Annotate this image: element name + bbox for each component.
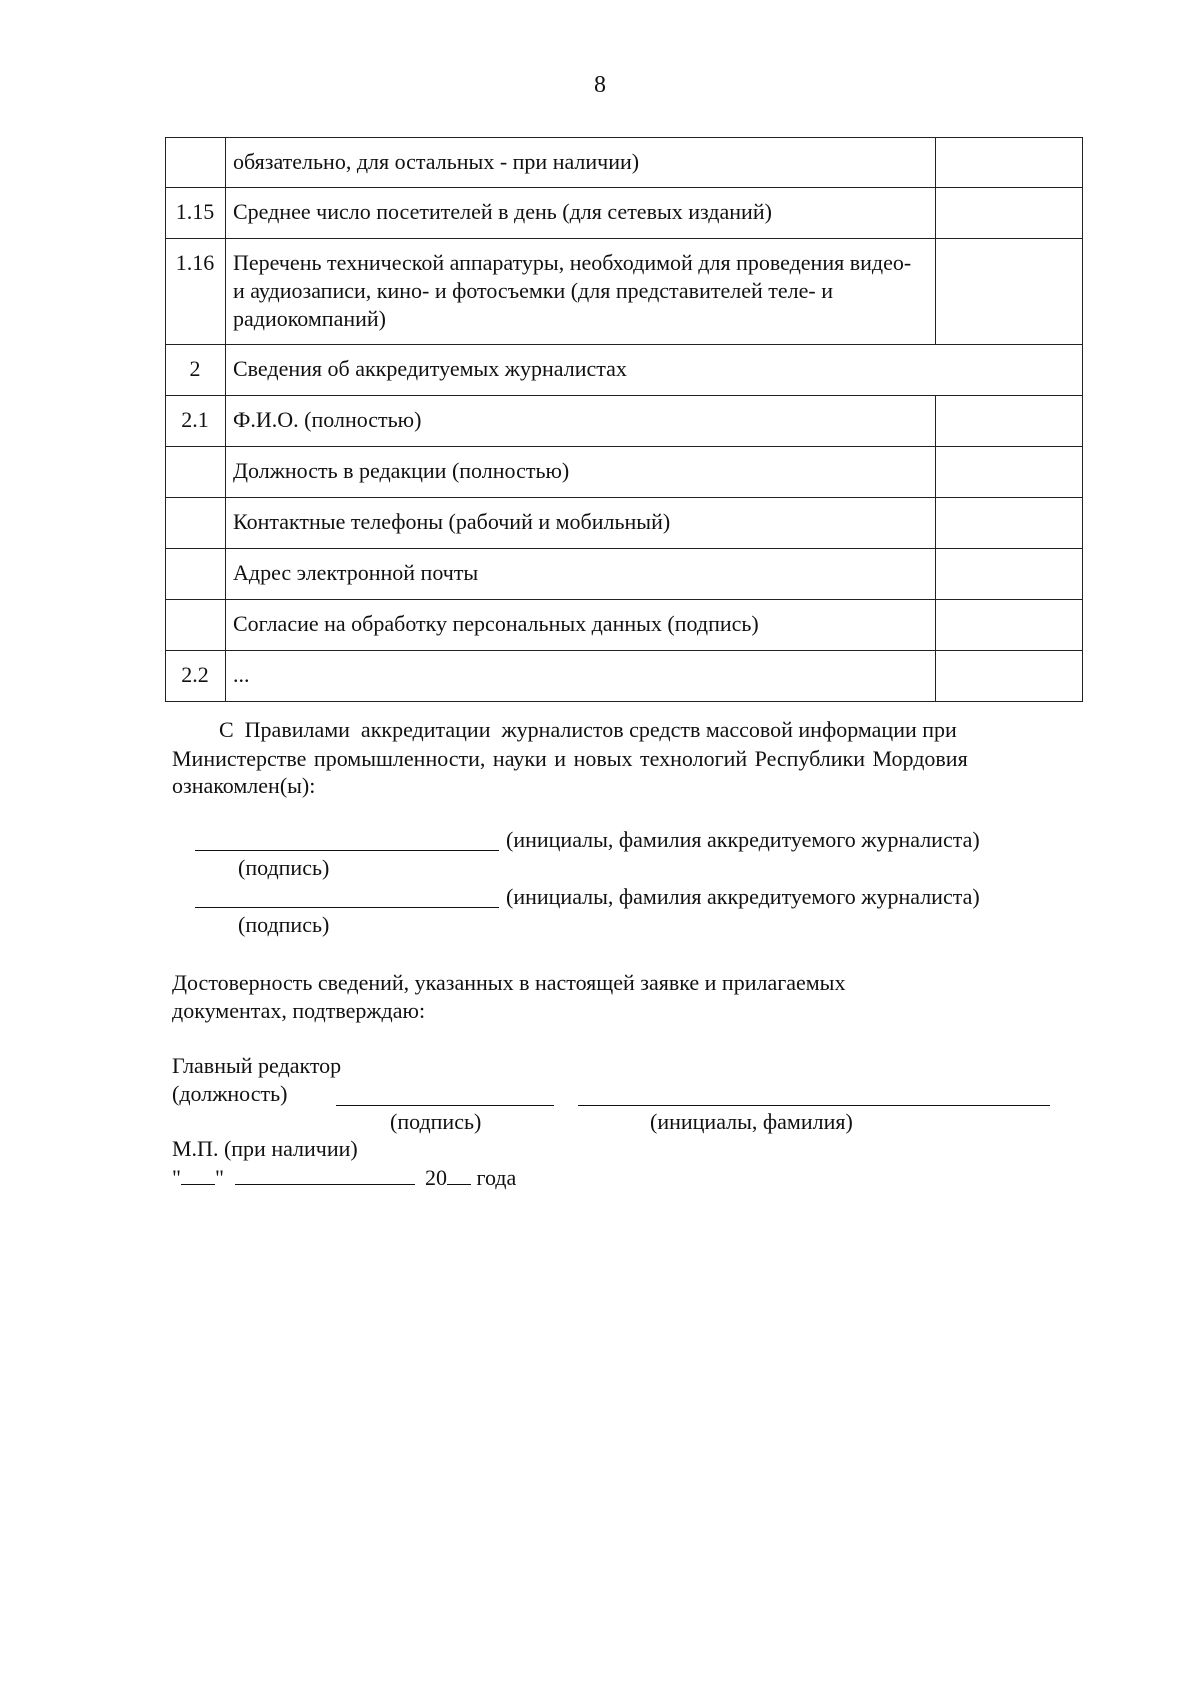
row-value-cell[interactable]: [936, 549, 1083, 600]
row-number: [166, 498, 226, 549]
editor-name-line[interactable]: [578, 1085, 1050, 1106]
row-number: [166, 600, 226, 651]
journalist-name-label: (инициалы, фамилия аккредитуемого журналиста): [506, 884, 980, 909]
row-label: Контактные телефоны (рабочий и мобильный): [226, 498, 936, 549]
table-row: [166, 188, 1083, 239]
signature-line[interactable]: [195, 830, 499, 851]
table-row: [166, 447, 1083, 498]
editor-title: Главный редактор: [172, 1053, 342, 1078]
row-value-cell[interactable]: [936, 600, 1083, 651]
row-value-cell[interactable]: [936, 396, 1083, 447]
table-row: [166, 600, 1083, 651]
row-label: ...: [226, 651, 936, 702]
acknowledgement-line-2: Министерстве промышленности, науки и новых технологий Республики Мордовия: [172, 746, 968, 771]
row-number: [166, 447, 226, 498]
month-field[interactable]: [235, 1164, 415, 1185]
row-value-cell[interactable]: [936, 239, 1083, 345]
row-label: Должность в редакции (полностью): [226, 447, 936, 498]
year-prefix: 20: [424, 1165, 447, 1190]
year-field[interactable]: [447, 1164, 471, 1185]
journalist-name-label: (инициалы, фамилия аккредитуемого журналиста): [506, 827, 980, 852]
table-row: [166, 138, 1083, 188]
table-row: [166, 239, 1083, 345]
acknowledgement-line-3: ознакомлен(ы):: [172, 773, 316, 798]
table-row: [166, 396, 1083, 447]
row-number: 1.16: [166, 239, 226, 345]
year-suffix: года: [476, 1165, 517, 1190]
row-label: обязательно, для остальных - при наличии): [226, 138, 936, 188]
acknowledgement-line-1: С Правилами аккредитации журналистов средств массовой информации при: [219, 717, 957, 742]
signature-line[interactable]: [195, 887, 499, 908]
row-label: Адрес электронной почты: [226, 549, 936, 600]
day-field[interactable]: [181, 1164, 215, 1185]
editor-name-label: (инициалы, фамилия): [650, 1109, 853, 1134]
editor-signature-label: (подпись): [390, 1109, 482, 1134]
table-row: [166, 549, 1083, 600]
date-line: [172, 1164, 516, 1191]
row-value-cell[interactable]: [936, 651, 1083, 702]
row-value-cell[interactable]: [936, 188, 1083, 239]
row-label: Ф.И.О. (полностью): [226, 396, 936, 447]
row-number: 2: [166, 345, 226, 396]
row-number: [166, 138, 226, 188]
date-quote-open: ": [172, 1165, 181, 1190]
section-heading: Сведения об аккредитуемых журналистах: [226, 345, 1083, 396]
row-value-cell[interactable]: [936, 447, 1083, 498]
signature-label: (подпись): [238, 912, 330, 937]
row-value-cell[interactable]: [936, 498, 1083, 549]
stamp-label: М.П. (при наличии): [172, 1136, 358, 1161]
row-number: [166, 549, 226, 600]
date-quote-close: ": [214, 1165, 224, 1190]
row-number: 1.15: [166, 188, 226, 239]
row-number: 2.2: [166, 651, 226, 702]
position-label: (должность): [172, 1081, 288, 1106]
row-label: Перечень технической аппаратуры, необходимой для проведения видео- и аудиозаписи, кино- и фотосъемки (для представителей теле- и радиокомпаний): [226, 239, 936, 345]
row-label: Среднее число посетителей в день (для сетевых изданий): [226, 188, 936, 239]
application-table: [165, 137, 1083, 702]
signature-label: (подпись): [238, 855, 330, 880]
table-row: [166, 345, 1083, 396]
page-number: 8: [594, 72, 606, 98]
table-row: [166, 498, 1083, 549]
row-value-cell[interactable]: [936, 138, 1083, 188]
row-number: 2.1: [166, 396, 226, 447]
table-row: [166, 651, 1083, 702]
row-label: Согласие на обработку персональных данных (подпись): [226, 600, 936, 651]
editor-signature-line[interactable]: [336, 1085, 554, 1106]
confirmation-line-2: документах, подтверждаю:: [172, 998, 426, 1023]
confirmation-line-1: Достоверность сведений, указанных в настоящей заявке и прилагаемых: [172, 970, 846, 995]
